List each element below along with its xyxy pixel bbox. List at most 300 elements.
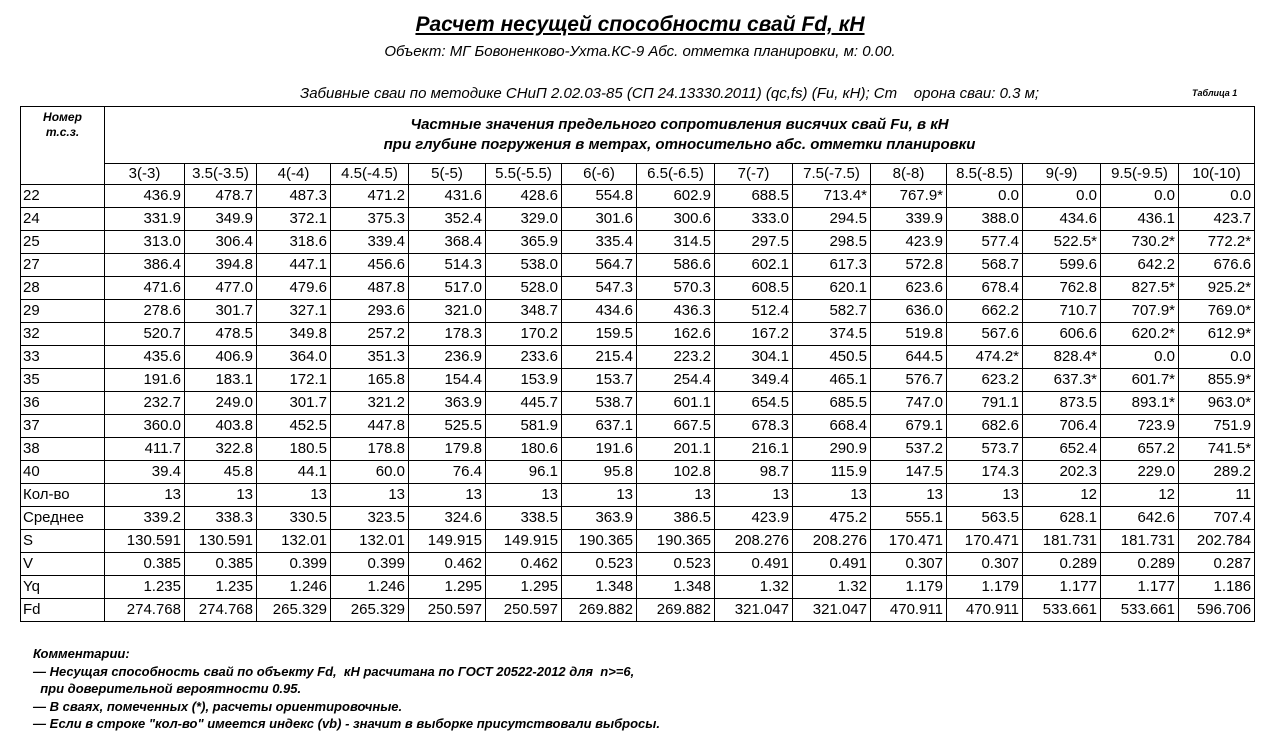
table-cell: 487.8 <box>331 277 409 300</box>
table-cell: 250.597 <box>486 599 562 622</box>
table-row <box>21 277 1255 300</box>
table-cell: 13 <box>105 484 185 507</box>
table-cell: 306.4 <box>185 231 257 254</box>
row-label: 27 <box>21 254 105 277</box>
row-label: Кол-во <box>21 484 105 507</box>
table-cell: 330.5 <box>257 507 331 530</box>
table-cell: 132.01 <box>331 530 409 553</box>
table-cell: 538.7 <box>562 392 637 415</box>
table-cell: 679.1 <box>871 415 947 438</box>
table-cell: 963.0* <box>1179 392 1255 415</box>
table-cell: 0.523 <box>637 553 715 576</box>
table-cell: 685.5 <box>793 392 871 415</box>
table-cell: 202.3 <box>1023 461 1101 484</box>
table-cell: 1.295 <box>409 576 486 599</box>
table-cell: 254.4 <box>637 369 715 392</box>
table-cell: 1.235 <box>185 576 257 599</box>
table-cell: 339.4 <box>331 231 409 254</box>
table-cell: 278.6 <box>105 300 185 323</box>
table-cell: 423.9 <box>715 507 793 530</box>
table-cell: 208.276 <box>715 530 793 553</box>
table-cell: 668.4 <box>793 415 871 438</box>
table-cell: 338.5 <box>486 507 562 530</box>
depth-column-header: 6(-6) <box>562 164 637 185</box>
table-cell: 170.471 <box>947 530 1023 553</box>
table-cell: 331.9 <box>105 208 185 231</box>
table-cell: 0.385 <box>185 553 257 576</box>
table-cell: 374.5 <box>793 323 871 346</box>
table-cell: 436.9 <box>105 185 185 208</box>
depth-column-header: 3(-3) <box>105 164 185 185</box>
table-cell: 327.1 <box>257 300 331 323</box>
table-cell: 406.9 <box>185 346 257 369</box>
table-cell: 470.911 <box>947 599 1023 622</box>
table-cell: 623.6 <box>871 277 947 300</box>
table-cell: 688.5 <box>715 185 793 208</box>
table-cell: 298.5 <box>793 231 871 254</box>
table-cell: 339.9 <box>871 208 947 231</box>
table-cell: 423.7 <box>1179 208 1255 231</box>
row-label: 38 <box>21 438 105 461</box>
table-cell: 747.0 <box>871 392 947 415</box>
table-row <box>21 208 1255 231</box>
table-cell: 0.0 <box>1101 346 1179 369</box>
depth-column-header: 10(-10) <box>1179 164 1255 185</box>
table-cell: 0.399 <box>331 553 409 576</box>
depth-group-header-line1: Частные значения предельного сопротивления висячих свай Fu, в кН <box>410 116 949 133</box>
table-cell: 294.5 <box>793 208 871 231</box>
table-cell: 601.7* <box>1101 369 1179 392</box>
corner-header-line1: Номер <box>43 110 82 124</box>
table-cell: 265.329 <box>257 599 331 622</box>
table-cell: 662.2 <box>947 300 1023 323</box>
table-cell: 678.3 <box>715 415 793 438</box>
method-description: Забивные сваи по методике СНиП 2.02.03-85 (СП 24.13330.2011) (qc,fs) (Fu, кН); Ст орона сваи: 0.3 м; <box>300 85 1040 102</box>
table-cell: 183.1 <box>185 369 257 392</box>
table-cell: 601.1 <box>637 392 715 415</box>
table-cell: 1.348 <box>637 576 715 599</box>
table-cell: 190.365 <box>637 530 715 553</box>
table-cell: 0.462 <box>409 553 486 576</box>
table-cell: 98.7 <box>715 461 793 484</box>
table-cell: 60.0 <box>331 461 409 484</box>
table-cell: 96.1 <box>486 461 562 484</box>
table-cell: 323.5 <box>331 507 409 530</box>
table-cell: 1.246 <box>331 576 409 599</box>
table-cell: 149.915 <box>409 530 486 553</box>
table-cell: 767.9* <box>871 185 947 208</box>
table-cell: 0.399 <box>257 553 331 576</box>
depth-group-header-line2: при глубине погружения в метрах, относительно абс. отметки планировки <box>383 136 976 153</box>
table-cell: 301.7 <box>185 300 257 323</box>
table-cell: 147.5 <box>871 461 947 484</box>
table-cell: 596.706 <box>1179 599 1255 622</box>
depth-column-header: 7.5(-7.5) <box>793 164 871 185</box>
table-cell: 676.6 <box>1179 254 1255 277</box>
table-cell: 154.4 <box>409 369 486 392</box>
table-cell: 628.1 <box>1023 507 1101 530</box>
table-cell: 0.0 <box>947 185 1023 208</box>
table-row <box>21 530 1255 553</box>
table-cell: 223.2 <box>637 346 715 369</box>
table-cell: 537.2 <box>871 438 947 461</box>
table-cell: 13 <box>793 484 871 507</box>
row-label: 28 <box>21 277 105 300</box>
table-cell: 293.6 <box>331 300 409 323</box>
table-cell: 314.5 <box>637 231 715 254</box>
table-cell: 386.5 <box>637 507 715 530</box>
table-cell: 215.4 <box>562 346 637 369</box>
table-cell: 1.179 <box>871 576 947 599</box>
table-cell: 577.4 <box>947 231 1023 254</box>
table-cell: 329.0 <box>486 208 562 231</box>
comment-line: — В сваях, помеченных (*), расчеты ориентировочные. <box>33 698 403 714</box>
table-cell: 751.9 <box>1179 415 1255 438</box>
table-row <box>21 507 1255 530</box>
table-cell: 0.491 <box>715 553 793 576</box>
table-cell: 471.2 <box>331 185 409 208</box>
table-cell: 318.6 <box>257 231 331 254</box>
table-cell: 475.2 <box>793 507 871 530</box>
table-cell: 250.597 <box>409 599 486 622</box>
table-cell: 657.2 <box>1101 438 1179 461</box>
table-cell: 519.8 <box>871 323 947 346</box>
table-row <box>21 231 1255 254</box>
row-label: 25 <box>21 231 105 254</box>
table-cell: 229.0 <box>1101 461 1179 484</box>
table-cell: 13 <box>185 484 257 507</box>
table-cell: 452.5 <box>257 415 331 438</box>
table-cell: 538.0 <box>486 254 562 277</box>
table-cell: 13 <box>562 484 637 507</box>
table-cell: 1.32 <box>715 576 793 599</box>
row-label: 24 <box>21 208 105 231</box>
table-cell: 0.307 <box>947 553 1023 576</box>
table-cell: 349.8 <box>257 323 331 346</box>
table-cell: 202.784 <box>1179 530 1255 553</box>
table-cell: 730.2* <box>1101 231 1179 254</box>
table-cell: 581.9 <box>486 415 562 438</box>
table-cell: 434.6 <box>1023 208 1101 231</box>
table-cell: 201.1 <box>637 438 715 461</box>
table-cell: 0.523 <box>562 553 637 576</box>
table-cell: 1.177 <box>1101 576 1179 599</box>
table-row <box>21 185 1255 208</box>
table-cell: 0.0 <box>1023 185 1101 208</box>
comments-heading: Комментарии: <box>33 646 130 661</box>
table-cell: 339.2 <box>105 507 185 530</box>
table-cell: 568.7 <box>947 254 1023 277</box>
comment-line: при доверительной вероятности 0.95. <box>33 681 302 696</box>
table-cell: 533.661 <box>1101 599 1179 622</box>
table-cell: 612.9* <box>1179 323 1255 346</box>
table-cell: 39.4 <box>105 461 185 484</box>
table-cell: 172.1 <box>257 369 331 392</box>
table-cell: 289.2 <box>1179 461 1255 484</box>
table-cell: 179.8 <box>409 438 486 461</box>
table-cell: 445.7 <box>486 392 562 415</box>
table-cell: 44.1 <box>257 461 331 484</box>
table-cell: 576.7 <box>871 369 947 392</box>
table-cell: 13 <box>871 484 947 507</box>
comment-line: — Несущая способность свай по объекту Fd, кН расчитана по ГОСТ 20522-2012 для n>=6, <box>33 663 635 679</box>
object-subtitle: Объект: МГ Бовоненково-Ухта.КС-9 Абс. отметка планировки, м: 0.00. <box>384 43 896 60</box>
table-cell: 873.5 <box>1023 392 1101 415</box>
table-cell: 623.2 <box>947 369 1023 392</box>
table-row <box>21 392 1255 415</box>
pile-capacity-table <box>20 106 1255 622</box>
table-cell: 706.4 <box>1023 415 1101 438</box>
table-cell: 191.6 <box>562 438 637 461</box>
table-cell: 478.7 <box>185 185 257 208</box>
table-cell: 0.289 <box>1101 553 1179 576</box>
table-cell: 321.047 <box>793 599 871 622</box>
table-cell: 269.882 <box>562 599 637 622</box>
table-cell: 514.3 <box>409 254 486 277</box>
table-cell: 582.7 <box>793 300 871 323</box>
table-cell: 0.385 <box>105 553 185 576</box>
table-cell: 620.2* <box>1101 323 1179 346</box>
table-cell: 617.3 <box>793 254 871 277</box>
row-label: 35 <box>21 369 105 392</box>
table-cell: 563.5 <box>947 507 1023 530</box>
table-cell: 360.0 <box>105 415 185 438</box>
depth-column-header: 3.5(-3.5) <box>185 164 257 185</box>
depth-column-header: 5.5(-5.5) <box>486 164 562 185</box>
table-cell: 620.1 <box>793 277 871 300</box>
table-cell: 654.5 <box>715 392 793 415</box>
table-cell: 642.2 <box>1101 254 1179 277</box>
table-cell: 208.276 <box>793 530 871 553</box>
table-cell: 301.7 <box>257 392 331 415</box>
table-cell: 321.047 <box>715 599 793 622</box>
table-cell: 153.9 <box>486 369 562 392</box>
depth-column-header: 4.5(-4.5) <box>331 164 409 185</box>
table-cell: 0.462 <box>486 553 562 576</box>
table-cell: 304.1 <box>715 346 793 369</box>
depth-column-header: 6.5(-6.5) <box>637 164 715 185</box>
table-cell: 0.0 <box>1179 346 1255 369</box>
table-cell: 636.0 <box>871 300 947 323</box>
table-cell: 652.4 <box>1023 438 1101 461</box>
table-cell: 570.3 <box>637 277 715 300</box>
table-cell: 533.661 <box>1023 599 1101 622</box>
table-cell: 13 <box>715 484 793 507</box>
table-cell: 564.7 <box>562 254 637 277</box>
table-cell: 403.8 <box>185 415 257 438</box>
depth-column-header: 7(-7) <box>715 164 793 185</box>
table-cell: 12 <box>1023 484 1101 507</box>
table-row <box>21 346 1255 369</box>
table-cell: 388.0 <box>947 208 1023 231</box>
table-cell: 828.4* <box>1023 346 1101 369</box>
depth-column-header: 8.5(-8.5) <box>947 164 1023 185</box>
table-cell: 487.3 <box>257 185 331 208</box>
table-cell: 1.295 <box>486 576 562 599</box>
row-label: 36 <box>21 392 105 415</box>
table-cell: 436.3 <box>637 300 715 323</box>
row-label: 33 <box>21 346 105 369</box>
table-cell: 335.4 <box>562 231 637 254</box>
table-cell: 567.6 <box>947 323 1023 346</box>
table-cell: 265.329 <box>331 599 409 622</box>
table-cell: 0.0 <box>1101 185 1179 208</box>
depth-column-header: 9.5(-9.5) <box>1101 164 1179 185</box>
table-cell: 573.7 <box>947 438 1023 461</box>
table-cell: 115.9 <box>793 461 871 484</box>
table-cell: 274.768 <box>105 599 185 622</box>
row-label: S <box>21 530 105 553</box>
table-cell: 190.365 <box>562 530 637 553</box>
table-cell: 301.6 <box>562 208 637 231</box>
table-cell: 893.1* <box>1101 392 1179 415</box>
table-cell: 297.5 <box>715 231 793 254</box>
table-cell: 191.6 <box>105 369 185 392</box>
table-cell: 45.8 <box>185 461 257 484</box>
table-cell: 338.3 <box>185 507 257 530</box>
table-cell: 352.4 <box>409 208 486 231</box>
table-cell: 572.8 <box>871 254 947 277</box>
page-title: Расчет несущей способности свай Fd, кН <box>415 13 865 36</box>
table-cell: 386.4 <box>105 254 185 277</box>
table-cell: 772.2* <box>1179 231 1255 254</box>
row-label: Fd <box>21 599 105 622</box>
corner-header <box>21 107 105 185</box>
table-cell: 478.5 <box>185 323 257 346</box>
table-cell: 13 <box>637 484 715 507</box>
table-cell: 0.307 <box>871 553 947 576</box>
depth-column-header: 8(-8) <box>871 164 947 185</box>
table-cell: 554.8 <box>562 185 637 208</box>
table-cell: 249.0 <box>185 392 257 415</box>
table-cell: 13 <box>486 484 562 507</box>
table-cell: 269.882 <box>637 599 715 622</box>
table-cell: 447.8 <box>331 415 409 438</box>
table-row <box>21 415 1255 438</box>
table-number: Таблица 1 <box>1192 88 1238 98</box>
table-cell: 102.8 <box>637 461 715 484</box>
table-cell: 713.4* <box>793 185 871 208</box>
table-cell: 159.5 <box>562 323 637 346</box>
table-cell: 637.3* <box>1023 369 1101 392</box>
table-cell: 178.3 <box>409 323 486 346</box>
table-cell: 0.0 <box>1179 185 1255 208</box>
depth-column-header: 9(-9) <box>1023 164 1101 185</box>
table-cell: 313.0 <box>105 231 185 254</box>
depth-columns-row <box>21 164 1255 185</box>
table-cell: 130.591 <box>105 530 185 553</box>
table-row <box>21 300 1255 323</box>
table-cell: 130.591 <box>185 530 257 553</box>
table-cell: 365.9 <box>486 231 562 254</box>
table-cell: 602.9 <box>637 185 715 208</box>
table-cell: 300.6 <box>637 208 715 231</box>
table-cell: 456.6 <box>331 254 409 277</box>
table-cell: 1.186 <box>1179 576 1255 599</box>
table-cell: 153.7 <box>562 369 637 392</box>
table-cell: 707.9* <box>1101 300 1179 323</box>
table-cell: 586.6 <box>637 254 715 277</box>
table-cell: 349.4 <box>715 369 793 392</box>
table-row <box>21 461 1255 484</box>
depth-column-header: 4(-4) <box>257 164 331 185</box>
table-cell: 925.2* <box>1179 277 1255 300</box>
table-row <box>21 254 1255 277</box>
table-cell: 1.348 <box>562 576 637 599</box>
table-cell: 13 <box>331 484 409 507</box>
comment-line: — Если в строке "кол-во" имеется индекс (vb) - значит в выборке присутствовали выбросы. <box>33 716 660 731</box>
table-cell: 349.9 <box>185 208 257 231</box>
table-cell: 428.6 <box>486 185 562 208</box>
table-cell: 232.7 <box>105 392 185 415</box>
table-cell: 642.6 <box>1101 507 1179 530</box>
table-cell: 423.9 <box>871 231 947 254</box>
table-row <box>21 599 1255 622</box>
table-header-row <box>21 107 1255 164</box>
table-cell: 682.6 <box>947 415 1023 438</box>
table-cell: 13 <box>409 484 486 507</box>
table-cell: 474.2* <box>947 346 1023 369</box>
table-cell: 637.1 <box>562 415 637 438</box>
table-cell: 12 <box>1101 484 1179 507</box>
table-cell: 1.235 <box>105 576 185 599</box>
table-cell: 324.6 <box>409 507 486 530</box>
table-cell: 520.7 <box>105 323 185 346</box>
table-cell: 512.4 <box>715 300 793 323</box>
table-cell: 0.289 <box>1023 553 1101 576</box>
table-cell: 13 <box>947 484 1023 507</box>
table-cell: 170.471 <box>871 530 947 553</box>
depth-group-header <box>105 107 1255 164</box>
table-cell: 723.9 <box>1101 415 1179 438</box>
table-cell: 479.6 <box>257 277 331 300</box>
table-cell: 321.0 <box>409 300 486 323</box>
table-cell: 827.5* <box>1101 277 1179 300</box>
table-cell: 517.0 <box>409 277 486 300</box>
table-cell: 434.6 <box>562 300 637 323</box>
table-cell: 525.5 <box>409 415 486 438</box>
table-cell: 174.3 <box>947 461 1023 484</box>
table-cell: 321.2 <box>331 392 409 415</box>
row-label: 40 <box>21 461 105 484</box>
table-cell: 741.5* <box>1179 438 1255 461</box>
table-cell: 233.6 <box>486 346 562 369</box>
row-label: 29 <box>21 300 105 323</box>
table-row <box>21 553 1255 576</box>
table-cell: 1.32 <box>793 576 871 599</box>
row-label: Yq <box>21 576 105 599</box>
table-cell: 450.5 <box>793 346 871 369</box>
table-cell: 351.3 <box>331 346 409 369</box>
table-cell: 180.6 <box>486 438 562 461</box>
table-cell: 1.177 <box>1023 576 1101 599</box>
table-cell: 477.0 <box>185 277 257 300</box>
table-cell: 162.6 <box>637 323 715 346</box>
table-cell: 555.1 <box>871 507 947 530</box>
table-cell: 599.6 <box>1023 254 1101 277</box>
table-row <box>21 323 1255 346</box>
table-cell: 644.5 <box>871 346 947 369</box>
table-cell: 791.1 <box>947 392 1023 415</box>
table-cell: 372.1 <box>257 208 331 231</box>
table-cell: 855.9* <box>1179 369 1255 392</box>
table-cell: 132.01 <box>257 530 331 553</box>
table-cell: 431.6 <box>409 185 486 208</box>
table-cell: 435.6 <box>105 346 185 369</box>
table-cell: 0.491 <box>793 553 871 576</box>
table-cell: 181.731 <box>1101 530 1179 553</box>
depth-column-header: 5(-5) <box>409 164 486 185</box>
